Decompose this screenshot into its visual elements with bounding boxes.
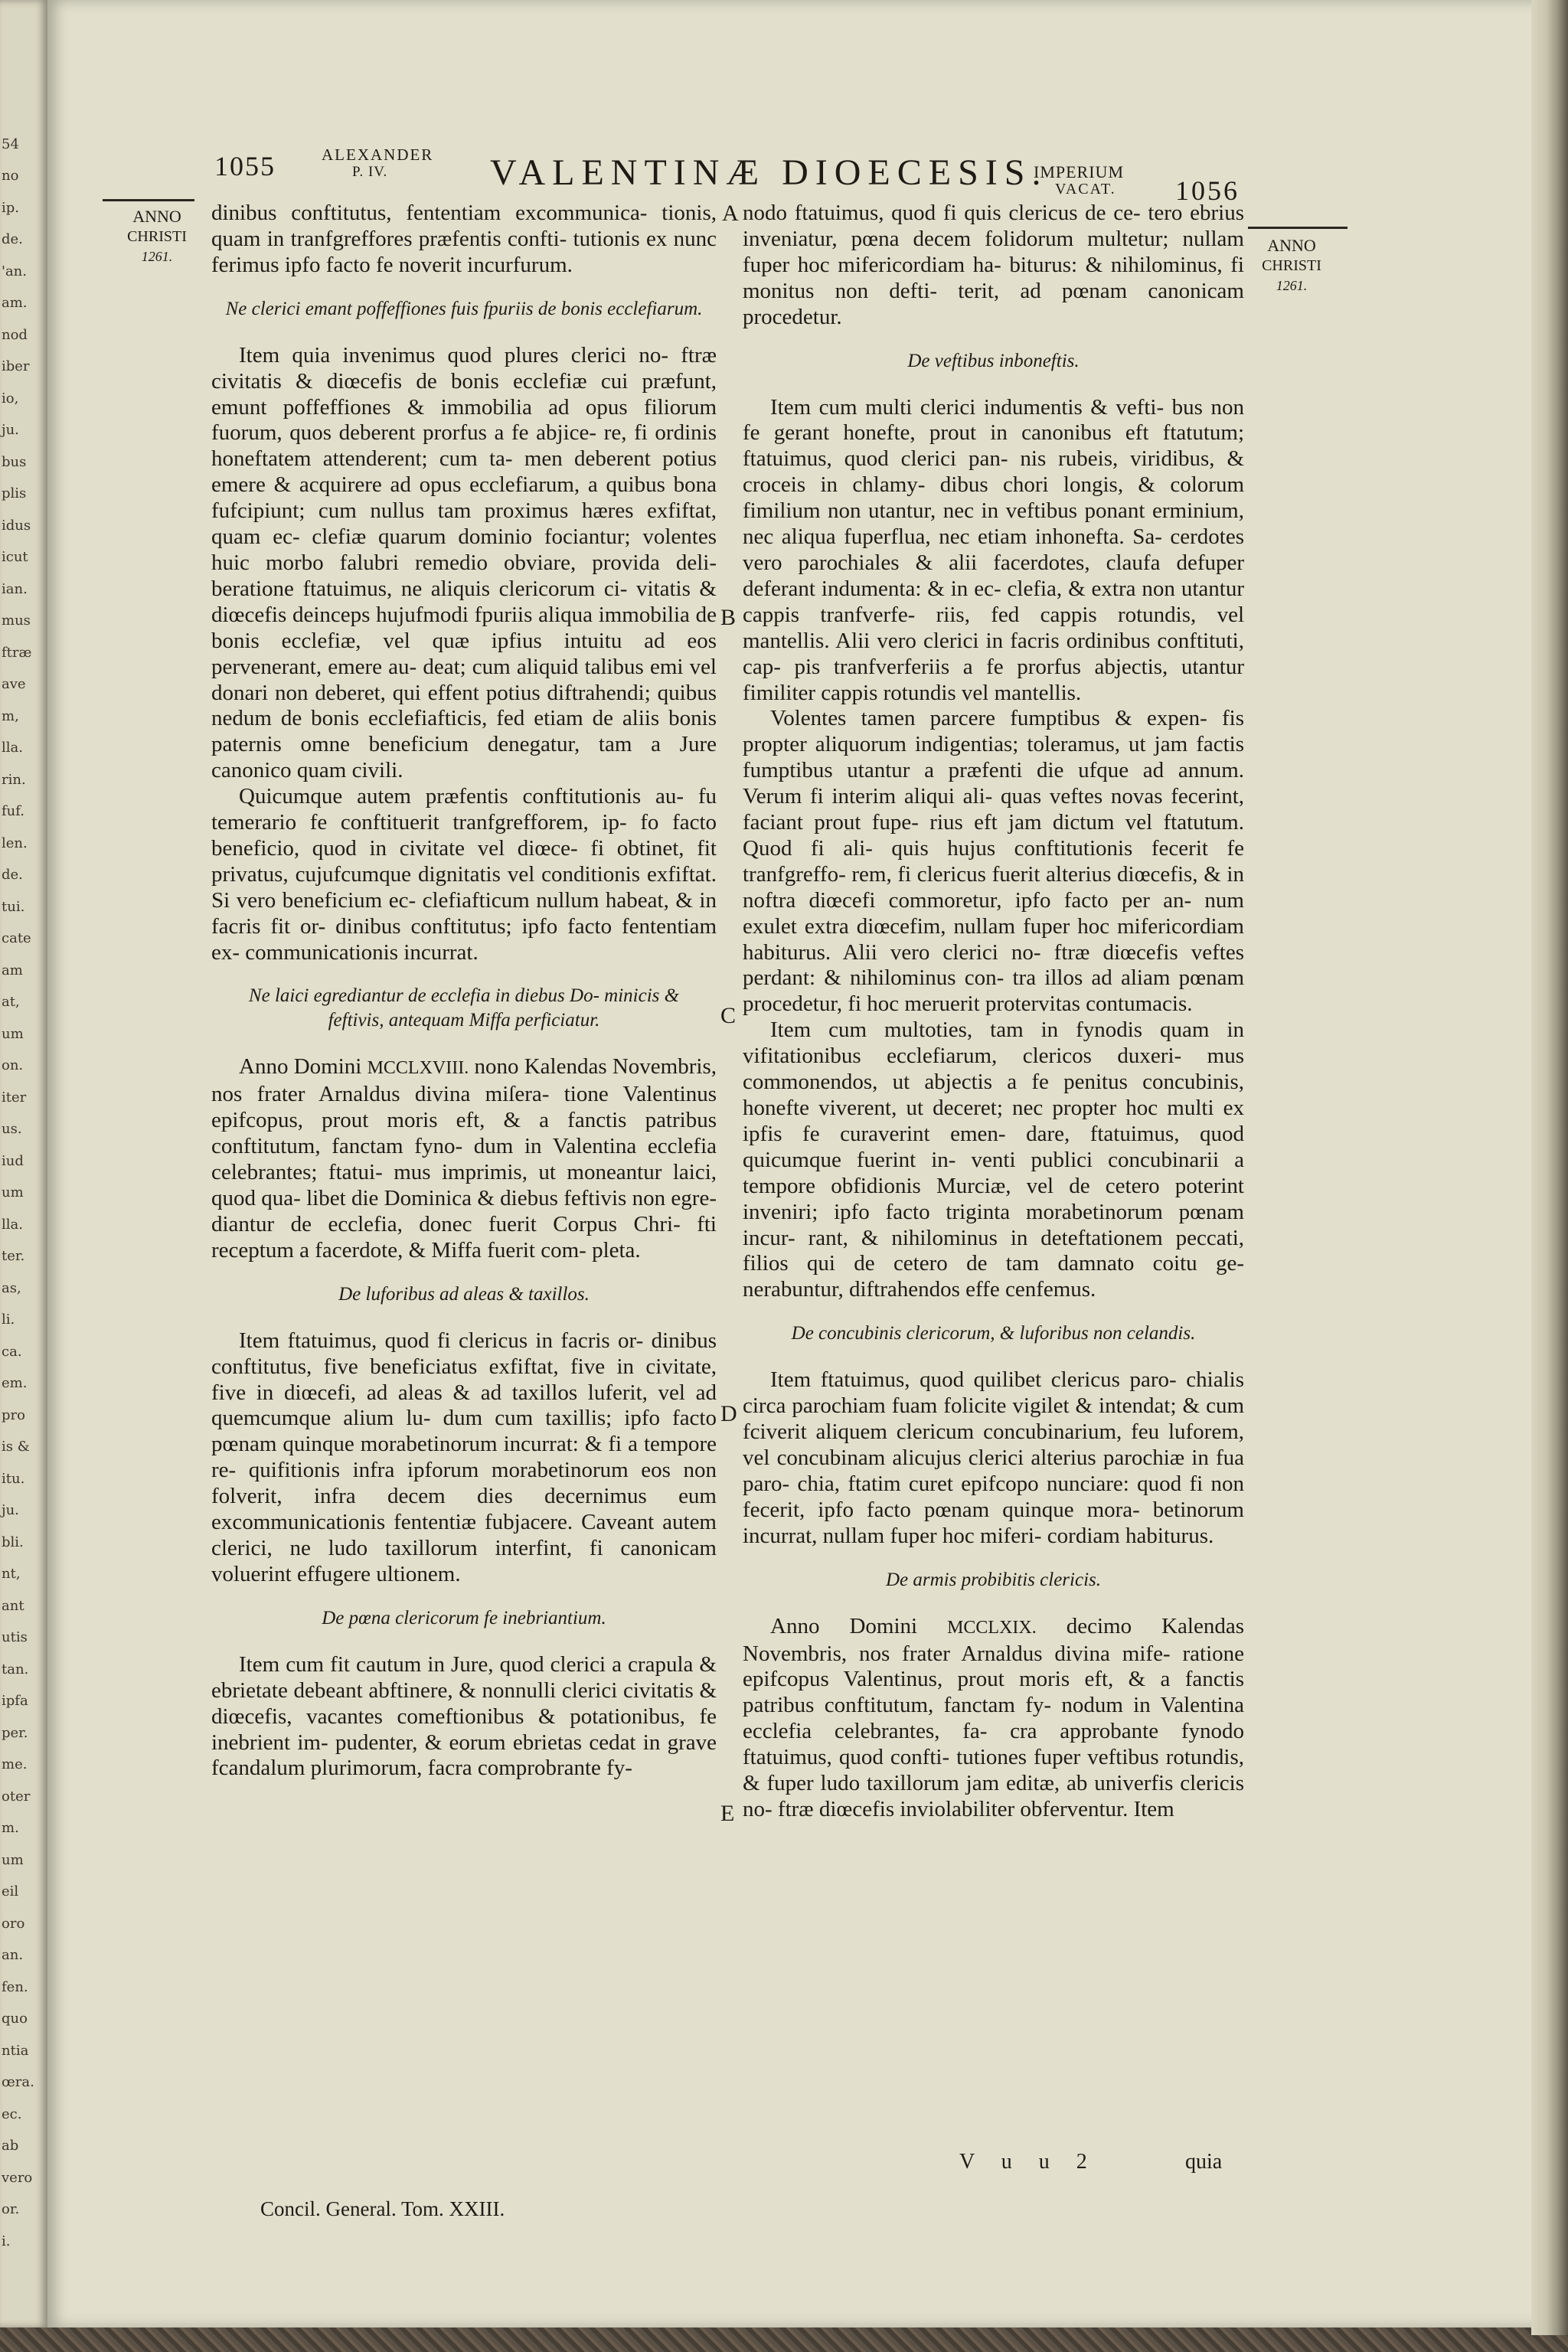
paragraph: Quicumque autem præfentis conftitutionis au- fu temerario fe conftituerit tranfgrefforem, ip- fo facto beneficio, quod in civitate vel diœce- fi obtinet, fit privatus, cujufcumque dignitatis vel conditionis exfiftat. Si vero beneficium ec- clefiafticum nullum habeat, & in facris fit or- dinibus conftitutus; ipfo facto fententiam ex- communicationis incurrat. <box>211 784 717 965</box>
paragraph-lead: Anno Domini <box>239 1054 362 1080</box>
previous-page-text-fragment: iber <box>2 358 30 375</box>
previous-page-text-fragment: ter. <box>2 1248 25 1265</box>
previous-page-text-fragment: idus <box>2 517 31 534</box>
section-marker-c: C <box>720 1003 737 1028</box>
previous-page-text-fragment: ju. <box>2 1502 19 1519</box>
paragraph <box>743 1614 1244 1823</box>
paragraph: Item quia invenimus quod plures clerici no- ftræ civitatis & diœcefis de bonis ecclefiæ cui præfunt, emunt poffeffiones & immobilia ad opus filiorum fuorum, quos deberent prorfus a fe abjice- re, fi ordinis honeftatem attenderent; cum ta- men deberent potius emere & acquirere ad opus ecclefiarum, a quibus bona fufcipiunt; cum nullus tam proximus hæres exfiftat, quam ec- clefiæ quarum dominio fociantur; volentes huic morbo falubri remedio obviare, provida deli- beratione ftatuimus, ne aliquis clericorum ci- vitatis & diœcefis deinceps hujufmodi fpuriis aliqua immobilia de bonis ecclefiæ, vel quæ ipfius intuitu ad eos pervenerant, emere au- deat; cum aliquid talibus emi vel donari non deberet, qui effent potius diftrahendi; quibus nedum de bonis ecclefiafticis, fed etiam de aliis bonis paternis omne beneficium denegatur, tam a Jure canonico quam civili. <box>211 342 717 783</box>
previous-page-text-fragment: per. <box>2 1724 28 1741</box>
margin-note-left-christi: CHRISTI <box>127 228 187 245</box>
paragraph <box>211 1054 717 1263</box>
previous-page-text-fragment: io, <box>2 390 19 407</box>
paragraph: Item cum multi clerici indumentis & vefti- bus non fe gerant honefte, prout in canonibus eft ftatutum; ftatuimus, quod clerici pan- nis rubeis, viridibus, & croceis in chlamy- dibus chori longis, & colorum fimilium non utantur, nec in veftibus ponant erminium, nec aliqua fuperflua, nec etiam inhonefta. Sa- cerdotes vero parochiales & alii facerdotes, claufa defuper deferant indumenta: & in ec- clefia, & extra non utantur cappis tranfverfe- riis, fed cappis rotundis, vel mantellis. Alii vero clerici in facris ordinibus conftituti, cap- pis tranfverferiis a fe prorfus abjectis, utantur fimiliter cappis rotundis vel mantellis. <box>743 394 1244 705</box>
previous-page-text-fragment: quo <box>2 2011 28 2027</box>
paragraph-lead: Anno Domini <box>770 1613 918 1638</box>
running-head-pope: ALEXANDER <box>322 145 434 164</box>
section-marker-d: D <box>720 1401 737 1426</box>
previous-page-text-fragment: ian. <box>2 580 28 597</box>
previous-page-text-fragment: ip. <box>2 199 20 216</box>
previous-page-text-fragment: 54 <box>2 136 19 152</box>
previous-page-text-fragment: us. <box>2 1121 22 1138</box>
page-number-right: 1056 <box>1175 175 1240 206</box>
section-heading: De armis probibitis clericis. <box>885 1569 1101 1590</box>
section-heading: Ne clerici emant poffeffiones fuis fpuriis de bonis ecclefiarum. <box>225 298 703 319</box>
previous-page-text-fragment: ca. <box>2 1343 22 1360</box>
previous-page-text-fragment: rin. <box>2 771 26 788</box>
previous-page-text-fragment: em. <box>2 1375 28 1392</box>
right-text-column <box>743 201 1244 1823</box>
previous-page-text-fragment: iter <box>2 1089 27 1106</box>
catchword: quia <box>1185 2150 1223 2174</box>
previous-page-text-fragment: oro <box>2 1915 25 1932</box>
left-text-column <box>211 201 717 1782</box>
footer-source: Concil. General. Tom. XXIII. <box>260 2197 505 2220</box>
previous-page-text-fragment: nt, <box>2 1566 21 1583</box>
previous-page-text-fragment: itu. <box>2 1470 25 1487</box>
section-heading: De pœna clericorum fe inebriantium. <box>322 1607 606 1628</box>
previous-page-text-fragment: me. <box>2 1756 28 1773</box>
previous-page-text-fragment: tan. <box>2 1661 29 1677</box>
previous-page-text-fragment: on. <box>2 1057 24 1074</box>
left-margin-rule <box>103 199 194 201</box>
paragraph: Item ftatuimus, quod quilibet clericus paro- chialis circa parochiam fuam folicite vigilet & intendat; & cum fciverit aliquem clericum concubinarium, feu luforem, vel concubinam alicujus clerici alterius parochiæ in fua paro- chia, ftatim curet epifcopo nunciare: quod fi non fecerit, ipfo facto pœnam quinque mora- betinorum incurrat, nullam fuper hoc miferi- cordiam habiturus. <box>743 1367 1244 1548</box>
margin-note-right-anno: ANNO <box>1267 236 1316 255</box>
previous-page-text-fragment: eil <box>2 1883 19 1900</box>
previous-page-text-fragment: ju. <box>2 422 19 439</box>
running-head-imperium: IMPERIUM <box>1034 162 1125 181</box>
previous-page-text-fragment: œra. <box>2 2074 34 2091</box>
previous-page-text-fragment: bli. <box>2 1534 24 1550</box>
section-heading: De concubinis clericorum, & luforibus non celandis. <box>791 1323 1196 1344</box>
section-marker-b: B <box>720 605 737 630</box>
previous-page-text-fragment: fuf. <box>2 803 24 820</box>
previous-page-text-fragment: ec. <box>2 2105 22 2122</box>
year-numeral: MCCLXIX. <box>947 1617 1037 1638</box>
section-heading: Ne laici egrediantur de ecclefia in diebus Do- minicis & feftivis, antequam Miffa perficiatur. <box>248 985 680 1031</box>
section-marker-e: E <box>720 1801 735 1826</box>
margin-note-left-year: 1261. <box>141 249 173 264</box>
page-block-edge <box>1531 0 1568 2335</box>
previous-page-text-fragment: am <box>2 962 23 978</box>
paragraph: Item cum fit cautum in Jure, quod clerici a crapula & ebrietate debeant abftinere, & nonnulli clerici civitatis & diœcefis, vacantes comeftionibus & potationibus, fe inebrient im- pudenter, & eorum ebrietas cedat in grave fcandalum plurimorum, facra comprobrante fy- <box>211 1651 717 1781</box>
previous-page-text-fragment: de. <box>2 867 23 884</box>
previous-page-text-fragment: bus <box>2 453 27 470</box>
margin-note-right-year: 1261. <box>1276 278 1308 293</box>
paragraph: Item cum multoties, tam in fynodis quam in vifitationibus ecclefiarum, clericos duxeri- mus commonendos, ut abjectis a fe penitus concubinis, honefte viverent, ut deceret; nec propter hoc multi ex ipfis fe curaverint emen- dare, ftatuimus, quod quicumque fuerint in- venti publici concubinarii a tempore obfidionis Murciæ, vel de cetero poterint inveniri; ipfo facto triginta morabetinorum pœnam incur- rant, & nihilominus in deteftationem peccati, filios qui de cetero de tam damnato coitu ge- nerabuntur, diftrahendos effe cenfemus. <box>743 1018 1244 1302</box>
previous-page-text-fragment: ftræ <box>2 644 32 661</box>
previous-page-text-fragment: lla. <box>2 1216 23 1233</box>
previous-page-text-fragment: icut <box>2 549 28 566</box>
previous-page-text-fragment: vero <box>2 2169 33 2186</box>
previous-page-text-fragment: um <box>2 1184 24 1201</box>
previous-page-text-fragment: ipfa <box>2 1693 28 1710</box>
previous-page-text-fragment: an. <box>2 1947 24 1964</box>
previous-page-text-fragment: oter <box>2 1788 31 1805</box>
previous-page-text-fragment: pro <box>2 1406 25 1423</box>
previous-page-text-fragment: ave <box>2 676 26 693</box>
previous-page-text-fragment: ntia <box>2 2042 29 2059</box>
paragraph: Volentes tamen parcere fumptibus & expen- fis propter aliquorum indigentias; toleramus, ut jam factis fumptibus utantur a præfenti die ufque ad annum. Verum fi interim aliqui ali- quas veftes novas fecerint, faciant prout fupe- rius eft jam dictum vel ftatutum. Quod fi ali- quis hujus conftitutionis fecerit fe tranfgreffo- rem, fi clericus fuerit alterius diœcefis, & in noftra diœcefi commoretur, ipfo facto per an- num exulet extra diœcefim, nullam fuper hoc mifericordiam habiturus. Alii vero clerici no- ftræ diœcefis veftes perdant: & nihilominus con- tra illos ad aliam pœnam procedetur, fi hoc meruerit protervitas contumacis. <box>743 706 1244 1017</box>
section-marker-a: A <box>722 201 739 226</box>
previous-page-text-fragment: tui. <box>2 898 25 915</box>
previous-page-text-fragment: i. <box>2 2233 11 2249</box>
previous-page-text-fragment: plis <box>2 485 27 502</box>
previous-page-text-fragment: no <box>2 168 19 185</box>
paragraph: dinibus conftitutus, fententiam excommunica- tionis, quam in tranfgreffores præfentis confti- tutionis ex nunc ferimus ipfo facto fe noverit incurfurum. <box>211 201 717 277</box>
signature-mark: V u u 2 <box>959 2150 1098 2174</box>
page-number-left: 1055 <box>214 151 276 181</box>
running-head-vacat: VACAT. <box>1055 181 1116 198</box>
previous-page-text-fragment: ant <box>2 1597 24 1614</box>
previous-page-text-fragment: 'an. <box>2 263 27 279</box>
right-margin-rule <box>1248 227 1348 229</box>
previous-page-text-fragment: as, <box>2 1279 21 1296</box>
previous-page-text-fragment: li. <box>2 1312 15 1328</box>
previous-page-text-fragment: iud <box>2 1152 24 1169</box>
paragraph-body: decimo Kalendas Novembris, nos frater Arnaldus divina mife- ratione epifcopus Valentinus, prout moris eft, & a fanctis patribus conftitutum, fanctam fy- nodum in Valentina ecclefia celebrantes, fa- cra approbante fynodo ftatuimus, quod confti- tutiones fuper veftibus rotundis, & fuper ludo taxillorum jam editæ, ab univerfis clericis no- ftræ diœcefis inviolabiliter obferventur. Item <box>743 1613 1244 1821</box>
running-head-pope-number: P. IV. <box>352 164 388 180</box>
previous-page-text-fragment: um <box>2 1851 24 1868</box>
margin-note-right <box>1250 236 1334 296</box>
running-head-title: VALENTINÆ DIOECESIS. <box>490 152 1048 193</box>
margin-note-right-christi: CHRISTI <box>1262 257 1321 274</box>
previous-page-edge <box>0 0 47 2328</box>
previous-page-text-fragment: um <box>2 1025 24 1042</box>
previous-page-text-fragment: mus <box>2 612 31 629</box>
previous-page-text-fragment: de. <box>2 231 23 248</box>
margin-note-left <box>115 207 199 266</box>
section-heading: De veftibus inboneftis. <box>907 350 1080 371</box>
year-numeral: MCCLXVIII. <box>367 1058 469 1079</box>
previous-page-text-fragment: at, <box>2 994 20 1011</box>
margin-note-left-anno: ANNO <box>132 207 181 226</box>
previous-page-text-fragment: ab <box>2 2138 19 2154</box>
previous-page-text-fragment: nod <box>2 326 28 343</box>
previous-page-text-fragment: utis <box>2 1629 28 1646</box>
paragraph: nodo ftatuimus, quod fi quis clericus de ce- tero ebrius inveniatur, pœna decem folidorum multetur; nullam fuper hoc mifericordiam ha- biturus: & nihilominus, fi monitus non defti- terit, ad pœnam canonicam procedetur. <box>743 201 1244 329</box>
previous-page-text-fragment: lla. <box>2 740 23 756</box>
previous-page-text-fragment: fen. <box>2 1978 28 1995</box>
paragraph: Item ftatuimus, quod fi clericus in facris or- dinibus conftitutus, five beneficiatus exfiftat, five in civitate, five in diœcefi, ad aleas & ad taxillos luferit, vel ad quemcumque alium lu- dum cum taxillis; ipfo facto pœnam quinque morabetinorum incurrat: & fi a tempore re- quifitionis infra ipforum morabetinorum eos non folverit, infra decem dies decernimus eum excommunicationis fententiæ fubjacere. Caveant autem clerici, ne ludo taxillorum interfint, fi canonicam voluerint effugere ultionem. <box>211 1328 717 1586</box>
previous-page-text-fragment: cate <box>2 930 31 947</box>
previous-page-text-fragment: m, <box>2 707 19 724</box>
previous-page-text-fragment: am. <box>2 295 28 312</box>
section-heading: De luforibus ad aleas & taxillos. <box>338 1283 590 1305</box>
previous-page-text-fragment: m. <box>2 1820 19 1837</box>
previous-page-text-fragment: or. <box>2 2201 20 2217</box>
paragraph-body: nono Kalendas Novembris, nos frater Arnaldus divina miſera- tione Valentinus epifcopus, prout moris eft, & a fanctis patribus conftitutum, fanctam fyno- dum in Valentina ecclefia celebrantes; ftatui- mus imprimis, ut moneantur laici, quod qua- libet die Dominica & diebus feftivis non egre- diantur de ecclefia, donec fuerit Corpus Chri- fti receptum a facerdote, & Miffa fuerit com- pleta. <box>211 1054 717 1263</box>
previous-page-text-fragment: len. <box>2 835 28 851</box>
previous-page-text-fragment: is & <box>2 1439 30 1455</box>
